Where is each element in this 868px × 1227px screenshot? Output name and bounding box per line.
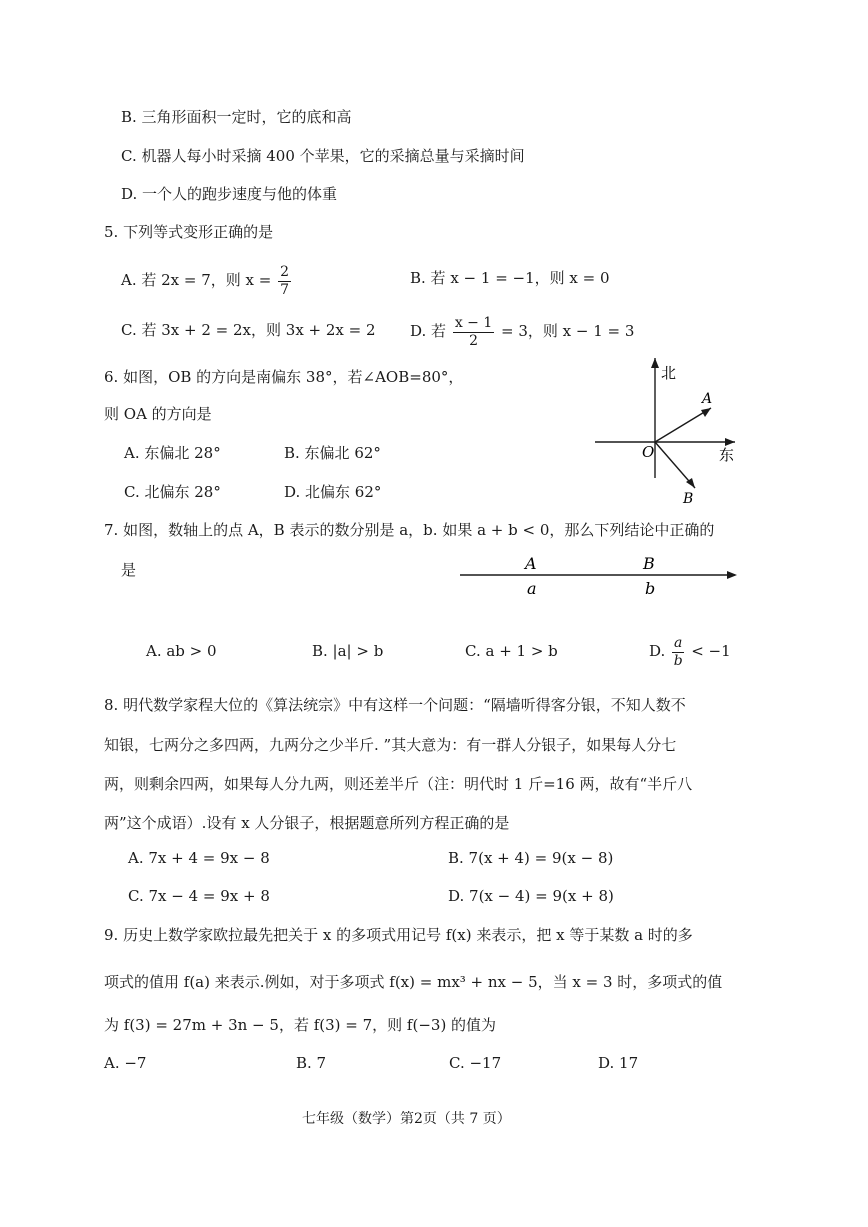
value-a-label: a	[527, 579, 537, 598]
q6-direction-figure	[585, 358, 745, 508]
q5-option-d-fraction	[453, 315, 494, 350]
east-arrowhead	[725, 438, 735, 446]
q6-stem: 6. 如图，OB 的方向是南偏东 38°，若∠AOB=80°，	[104, 368, 464, 386]
q9-line-3: 为 f(3) = 27m + 3n − 5，若 f(3) = 7，则 f(−3) 的值为	[104, 1016, 497, 1034]
q4-option-d: D. 一个人的跑步速度与他的体重	[121, 185, 338, 203]
q4-option-c: C. 机器人每小时采摘 400 个苹果，它的采摘总量与采摘时间	[121, 147, 525, 165]
q7-option-d-denominator: b	[673, 652, 683, 669]
q7-option-a: A. ab > 0	[146, 642, 217, 660]
q9-option-d: D. 17	[598, 1054, 639, 1072]
q6-stem-continued: 则 OA 的方向是	[104, 405, 212, 423]
point-b-label: B	[643, 554, 655, 573]
q7-stem: 7. 如图，数轴上的点 A，B 表示的数分别是 a，b. 如果 a + b < 0，那么下列结论中正确的	[104, 521, 715, 539]
q5-option-a	[121, 262, 293, 299]
q7-option-d-text: D.	[649, 642, 666, 660]
q5-option-b: B. 若 x − 1 = −1，则 x = 0	[410, 269, 610, 287]
q5-option-a-numerator: 2	[280, 263, 290, 280]
q5-option-c: C. 若 3x + 2 = 2x，则 3x + 2x = 2	[121, 321, 376, 339]
q5-option-d-numerator: x − 1	[454, 314, 493, 331]
q7-option-c: C. a + 1 > b	[465, 642, 558, 660]
q8-line-1: 8. 明代数学家程大位的《算法统宗》中有这样一个问题：“隔墙听得客分银，不知人数不	[104, 696, 686, 714]
north-label: 北	[661, 364, 677, 382]
ray-oa	[655, 408, 711, 442]
q6-option-a: A. 东偏北 28°	[124, 444, 221, 462]
q8-option-c: C. 7x − 4 = 9x + 8	[128, 887, 270, 905]
q7-number-line	[455, 550, 745, 600]
q9-option-c: C. −17	[449, 1054, 502, 1072]
ray-oa-arrowhead	[701, 408, 711, 417]
q5-option-d	[410, 313, 634, 350]
q7-option-d-fraction	[672, 635, 684, 670]
q7-option-d	[649, 632, 731, 670]
north-arrowhead	[651, 358, 659, 368]
east-label: 东	[719, 446, 735, 464]
q6-option-c: C. 北偏东 28°	[124, 483, 221, 501]
point-a-label: A	[525, 554, 537, 573]
point-a-label: A	[702, 391, 713, 407]
q5-stem: 5. 下列等式变形正确的是	[104, 223, 274, 241]
q7-option-b: B. |a| > b	[312, 642, 384, 660]
q9-option-a: A. −7	[104, 1054, 147, 1072]
q8-option-d: D. 7(x − 4) = 9(x + 8)	[448, 887, 614, 905]
q7-option-d-numerator: a	[674, 634, 683, 651]
number-line-arrowhead	[727, 571, 737, 579]
origin-label: O	[642, 443, 655, 461]
q5-option-a-denominator: 7	[280, 281, 290, 298]
q7-option-d-tail: < −1	[691, 642, 731, 660]
q4-option-b: B. 三角形面积一定时，它的底和高	[121, 108, 352, 126]
q8-line-3: 两，则剩余四两，如果每人分九两，则还差半斤（注：明代时 1 斤=16 两，故有“半斤八	[104, 775, 693, 793]
q6-option-b: B. 东偏北 62°	[284, 444, 381, 462]
q8-line-2: 知银，七两分之多四两，九两分之少半斤. ”其大意为：有一群人分银子，如果每人分七	[104, 736, 677, 754]
q9-option-b: B. 7	[296, 1054, 327, 1072]
page-footer: 七年级（数学）第2页（共 7 页）	[302, 1111, 511, 1127]
q5-option-d-tail: = 3，则 x − 1 = 3	[501, 322, 635, 340]
q5-option-d-text: D. 若	[410, 322, 447, 340]
q5-option-d-denominator: 2	[469, 332, 478, 349]
q9-line-1: 9. 历史上数学家欧拉最先把关于 x 的多项式用记号 f(x) 来表示，把 x 等于某数 a 时的多	[104, 926, 693, 944]
q8-option-a: A. 7x + 4 = 9x − 8	[128, 849, 270, 867]
q5-option-a-fraction	[278, 264, 291, 299]
q8-option-b: B. 7(x + 4) = 9(x − 8)	[448, 849, 614, 867]
q6-option-d: D. 北偏东 62°	[284, 483, 382, 501]
q8-line-4: 两”这个成语）.设有 x 人分银子，根据题意所列方程正确的是	[104, 814, 510, 832]
q7-stem-continued: 是	[121, 561, 137, 579]
q5-option-a-text: A. 若 2x = 7，则 x =	[121, 271, 272, 289]
q9-line-2: 项式的值用 f(a) 来表示.例如，对于多项式 f(x) = mx³ + nx − 5，当 x = 3 时，多项式的值	[104, 973, 723, 991]
value-b-label: b	[645, 579, 656, 598]
point-b-label: B	[683, 491, 694, 507]
